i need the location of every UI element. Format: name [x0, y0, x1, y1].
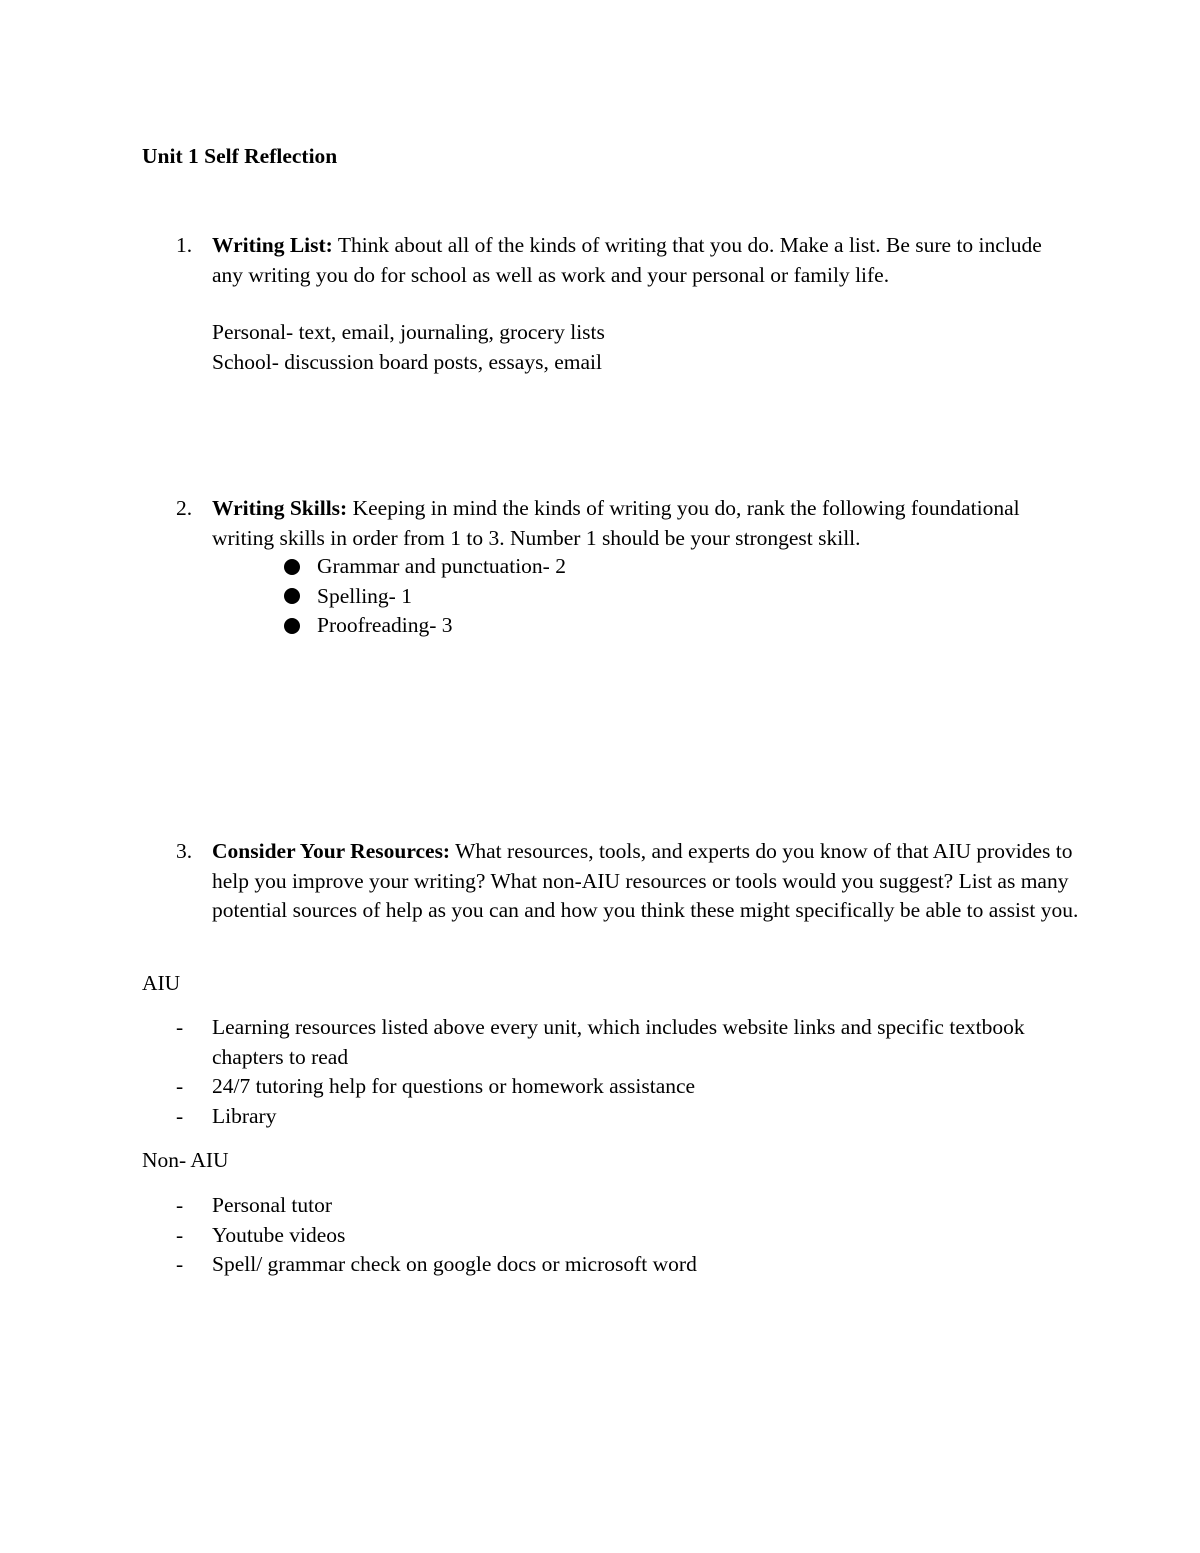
resource-text: Learning resources listed above every unit, which includes website links and specific textbook chapters to read	[212, 1015, 1025, 1069]
skills-ranking-list	[284, 552, 566, 641]
bullet-dot-icon	[284, 588, 300, 604]
non-aiu-heading: Non- AIU	[142, 1148, 229, 1172]
resource-text: Library	[212, 1103, 277, 1128]
answer-line: Personal- text, email, journaling, grocery lists	[212, 320, 605, 344]
document-title: Unit 1 Self Reflection	[142, 144, 338, 168]
bullet-dot-icon	[284, 618, 300, 634]
question-3-text	[212, 837, 1082, 926]
dash-marker: -	[176, 1193, 184, 1217]
dash-marker: -	[176, 1252, 184, 1276]
question-1-number: 1.	[176, 233, 193, 257]
question-2-prompt: Keeping in mind the kinds of writing you do, rank the following foundational writing skills in order from 1 to 3. Number 1 should be your strongest skill.	[212, 496, 1020, 550]
resource-text: Personal tutor	[212, 1193, 333, 1217]
dash-marker: -	[176, 1074, 184, 1098]
answer-line: School- discussion board posts, essays, email	[212, 349, 602, 374]
dash-marker: -	[176, 1015, 184, 1039]
question-2-label: Writing Skills:	[212, 496, 348, 520]
list-item	[284, 582, 566, 612]
question-2-number: 2.	[176, 496, 193, 520]
resource-text: Youtube videos	[212, 1222, 346, 1247]
skill-rank-text: Grammar and punctuation- 2	[317, 554, 566, 578]
question-2-text	[212, 494, 1072, 553]
list-item	[176, 1250, 1056, 1280]
list-item	[176, 1221, 1056, 1251]
aiu-resource-list	[176, 1013, 1056, 1131]
list-item	[176, 1072, 1056, 1102]
skill-rank-text: Spelling- 1	[317, 583, 412, 608]
list-item	[284, 611, 566, 641]
non-aiu-resource-list	[176, 1191, 1056, 1280]
question-3-prompt: What resources, tools, and experts do you know of that AIU provides to help you improve your writing? What non-AIU resources or tools would you suggest? List as many potential sources of help as you can and how you think these might specifically be able to assist you.	[212, 839, 1079, 922]
aiu-heading: AIU	[142, 971, 181, 995]
list-item	[176, 1102, 1056, 1132]
dash-marker: -	[176, 1103, 184, 1128]
question-1-label: Writing List:	[212, 233, 333, 257]
question-1-prompt: Think about all of the kinds of writing that you do. Make a list. Be sure to include any writing you do for school as well as work and your personal or family life.	[212, 233, 1042, 287]
bullet-dot-icon	[284, 559, 300, 575]
resource-text: Spell/ grammar check on google docs or microsoft word	[212, 1252, 697, 1276]
list-item	[176, 1191, 1056, 1221]
question-3-label: Consider Your Resources:	[212, 839, 451, 863]
question-1-answers	[212, 318, 1072, 377]
skill-rank-text: Proofreading- 3	[317, 613, 453, 637]
dash-marker: -	[176, 1222, 184, 1247]
resource-text: 24/7 tutoring help for questions or homework assistance	[212, 1074, 696, 1098]
question-1-text	[212, 231, 1072, 290]
list-item	[176, 1013, 1056, 1072]
question-3-number: 3.	[176, 839, 193, 863]
list-item	[284, 552, 566, 582]
